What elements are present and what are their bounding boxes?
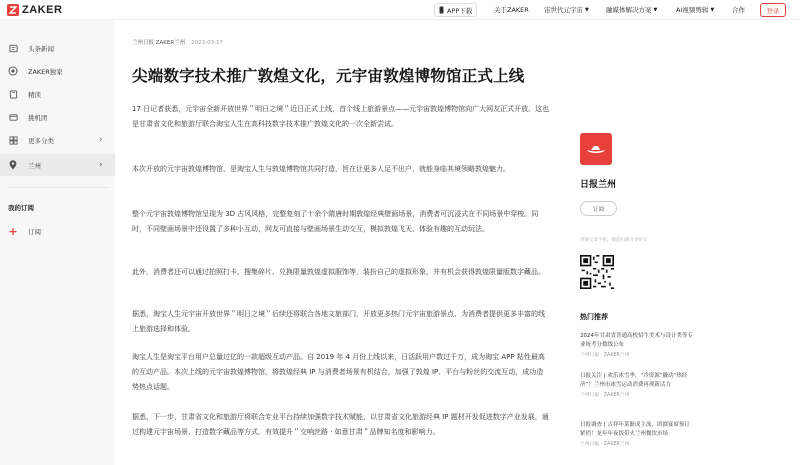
top-bar — [0, 0, 800, 20]
article-meta — [132, 38, 223, 46]
sidebar-item-zaker-exclusive[interactable] — [0, 60, 115, 82]
sidebar-item-label: 兰州 — [28, 161, 41, 170]
globe-icon — [8, 43, 18, 53]
sidebar-item-lanzhou[interactable] — [0, 154, 115, 176]
chevron-down-icon: ▼ — [710, 6, 715, 13]
chevron-right-icon: › — [99, 135, 103, 145]
location-pin-icon — [8, 160, 18, 170]
nav-ai-video[interactable] — [676, 5, 714, 14]
nav-cooperation[interactable]: 合作 — [732, 6, 745, 14]
hot-item-title: 日报调查 | 吉祥年菜渐成主流，团圆宴席预订紧俏！龙年年夜饭带火兰州餐饮市场 — [580, 422, 690, 437]
hot-item[interactable] — [580, 421, 695, 447]
hot-item-title: 2024年甘肃省普通高校招生美术与设计类等专业统考分数线公布 — [580, 333, 693, 348]
article-paragraph: 据悉，下一步，甘肃省文化和旅游厅将联合专业平台持续加强数字技术赋能，以甘肃省文化旅游经典 IP 题材开发促进数字产业发展，通过构建元宇宙场景、打造数字藏品等方式，有效提升＂交响丝路 · 如意甘肃＂品牌知名度和影响力。 — [132, 413, 549, 436]
article-source[interactable]: 兰州日报·ZAKER兰州 — [132, 40, 186, 46]
logo-text: ZAKER — [22, 4, 63, 16]
article-paragraph: 此外，消费者还可以通过拍照打卡、搜集碎片、兑换限量敦煌虚拟服饰等，装扮自己的虚拟形象，并有机会获得敦煌限量版数字藏品。 — [132, 268, 545, 276]
my-subscription-heading: 我的订阅 — [8, 204, 34, 212]
article-paragraph: 本次开放的元宇宙敦煌博物馆，是淘宝人生与敦煌博物馆共同打造，旨在让更多人足不出户，就能身临其境领略敦煌魅力。 — [132, 165, 510, 173]
sidebar-item-more-categories[interactable] — [0, 129, 115, 151]
app-download-label: APP下载 — [447, 6, 473, 15]
nav-metaverse[interactable] — [544, 5, 589, 14]
sidebar-item-label: ZAKER独家 — [28, 67, 63, 76]
sidebar-item-headlines[interactable] — [0, 37, 115, 59]
sidebar-item-gadgets[interactable] — [0, 106, 115, 128]
sidebar-item-label: 更多分类 — [28, 136, 54, 145]
boat-icon — [586, 144, 606, 154]
hot-item[interactable] — [580, 332, 695, 358]
book-icon — [8, 89, 18, 99]
nav-about[interactable]: 关于ZAKER — [494, 6, 529, 14]
article-date: 2023-03-17 — [191, 40, 224, 46]
hot-item-title: 日报关注 | 欢乐冰雪季，“冷资源”撬动“热经济”！兰州市冰雪运动消费再现新活力 — [580, 373, 688, 388]
sidebar-subscribe-item[interactable] — [0, 220, 115, 242]
chevron-down-icon: ▼ — [653, 6, 658, 13]
hot-recommendations-heading: 热门推荐 — [580, 313, 608, 321]
nav-ai-video-label: AI视频剪辑 — [676, 6, 709, 14]
sidebar-item-label: 精读 — [28, 90, 41, 99]
article-paragraph: 整个元宇宙敦煌博物馆呈现为 3D 古风风格，完整复刻了十余个隋唐时期敦煌经典壁画场景，消费者可沉浸式在不同场景中穿梭。同时，不同壁画场景中还设置了多种小互动，网友可直接与壁画场景生动交互，模拟敦煌飞天、体验有趣的互动玩法。 — [132, 210, 539, 233]
app-download-button[interactable] — [434, 3, 477, 17]
sidebar-divider — [8, 187, 108, 188]
article-paragraph: 淘宝人生是淘宝平台用户总量过亿的一款超级互动产品。自 2019 年 4 月份上线以来，日活跃用户数过千万，成为淘宝 APP 粘性最高的互动产品。本次上线的元宇宙敦煌博物馆，将敦煌经典 IP 与消费者场景有机结合，加强了敦煌 IP、平台与粉丝的交流互动，成功造势热点话题。 — [132, 353, 545, 391]
sidebar-item-reading[interactable] — [0, 83, 115, 105]
chevron-right-icon: › — [99, 160, 103, 170]
hot-item-source: 兰州日报 · ZAKER兰州 — [580, 353, 630, 358]
hot-item-source: 兰州日报 · ZAKER兰州 — [580, 393, 630, 398]
article-title: 尖端数字技术推广敦煌文化，元宇宙敦煌博物馆正式上线 — [132, 67, 525, 85]
phone-icon — [8, 112, 18, 122]
nav-media-solutions[interactable] — [606, 5, 657, 14]
plus-icon: + — [8, 224, 18, 238]
channel-logo[interactable] — [580, 133, 612, 165]
qr-code — [580, 255, 614, 289]
zaker-logo[interactable] — [7, 3, 62, 17]
chevron-down-icon: ▼ — [585, 6, 589, 13]
subscribe-button[interactable]: 订阅 — [580, 201, 617, 216]
login-button[interactable]: 登录 — [760, 3, 786, 17]
sidebar — [0, 20, 115, 465]
nav-media-solutions-label: 融媒体解决方案 — [606, 6, 652, 14]
hot-item[interactable] — [580, 372, 695, 398]
sidebar-item-label: 挑机团 — [28, 113, 48, 122]
sidebar-item-label: 头条新闻 — [28, 44, 54, 53]
article-paragraph: 据悉，淘宝人生元宇宙开放世界＂明日之境＂后续还将联合各地文旅部门，开放更多热门元宇宙旅游景点，为消费者提供更多丰富的线上旅游选择和体验。 — [132, 310, 545, 333]
nav-metaverse-label: 宙世代元宇宙 — [544, 6, 583, 14]
grid-icon — [8, 135, 18, 145]
scan-hint: 更换文章手机，微信扫描分享好友 — [580, 238, 648, 243]
badge-icon — [8, 66, 18, 76]
sidebar-subscribe-label: 订阅 — [28, 227, 41, 236]
article-paragraph: 17 日记者获悉，元宇宙全新开放世界＂明日之境＂近日正式上线，首个线上旅游景点——元宇宙敦煌博物馆向广大网友正式开放。这也是甘肃省文化和旅游厅联合淘宝人生在高科技数字技术推广敦煌文化的一次全新尝试。 — [132, 105, 550, 128]
hot-item-source: 兰州日报 · ZAKER兰州 — [580, 442, 630, 447]
phone-icon — [439, 6, 444, 14]
zaker-logo-icon — [7, 4, 19, 16]
channel-name[interactable]: 日报兰州 — [580, 180, 617, 190]
